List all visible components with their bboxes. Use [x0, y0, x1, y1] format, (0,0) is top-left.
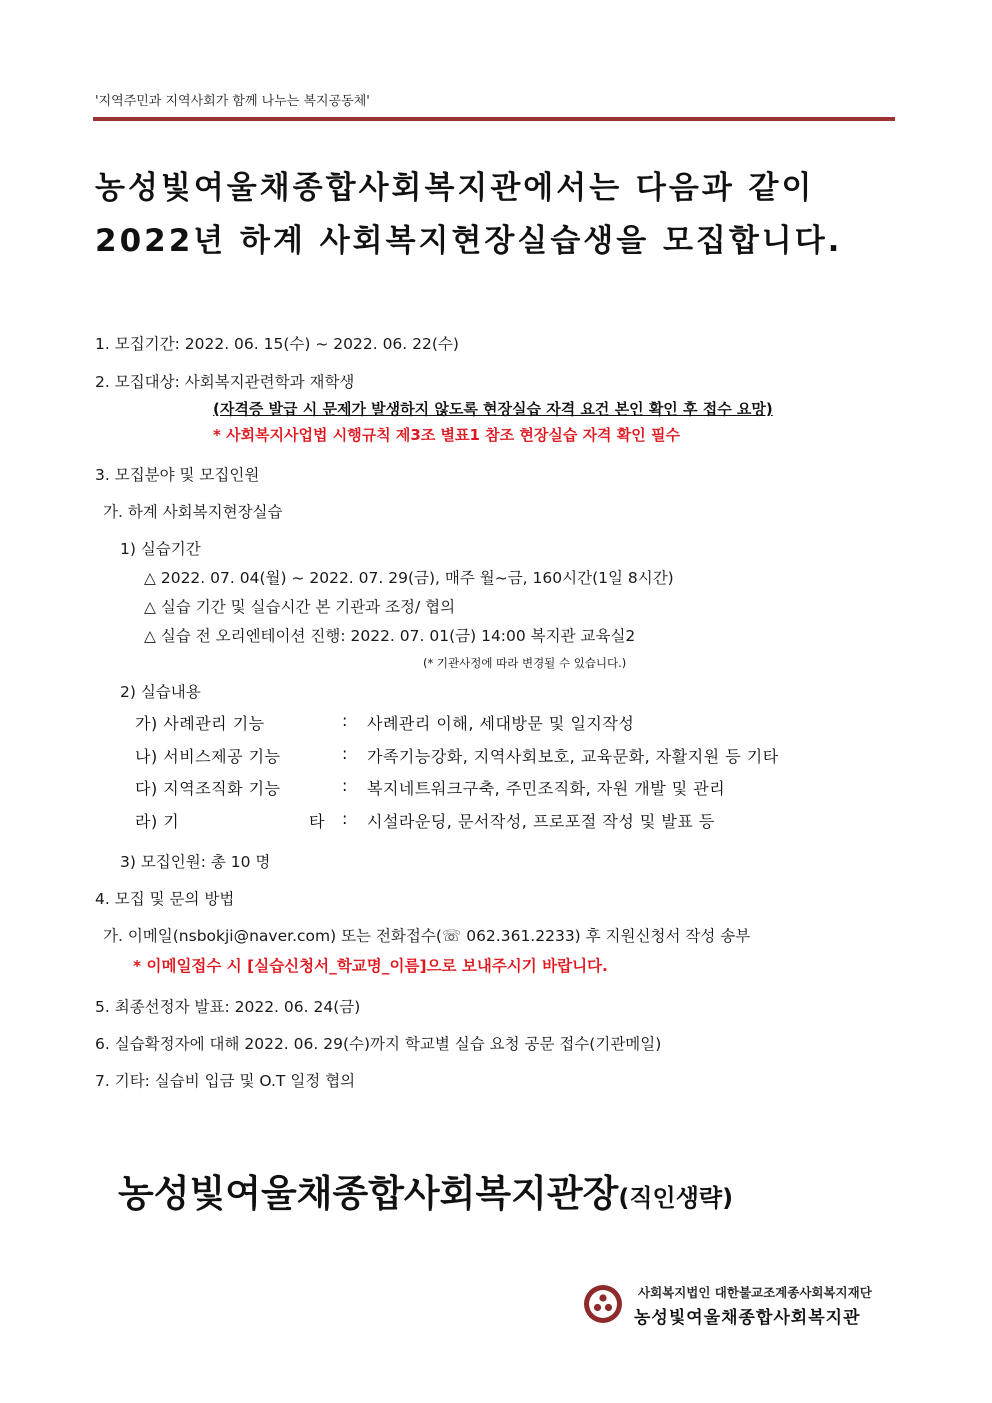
orientation-note: (* 기관사정에 따라 변경될 수 있습니다.) [423, 656, 627, 670]
apply-method-heading: 4. 모집 및 문의 방법 [95, 890, 235, 908]
three-dots-circle-logo-icon [583, 1284, 623, 1324]
seal-omitted: (직인생략) [618, 1184, 734, 1212]
content-row-desc: 시설라운딩, 문서작성, 프로포절 작성 및 발표 등 [367, 812, 715, 831]
email-format-warning: * 이메일접수 시 [실습신청서_학교명_이름]으로 보내주시기 바랍니다. [133, 957, 608, 975]
slogan: '지역주민과 지역사회가 함께 나누는 복지공동체' [95, 94, 370, 109]
content-row-label: 다) 지역조직화 기능 [135, 779, 281, 798]
content-row-label: 라) 기 [135, 812, 180, 831]
orientation-info: △ 실습 전 오리엔테이션 진행: 2022. 07. 01(금) 14:00 복지관 교육실2 [144, 627, 636, 645]
parent-organization: 사회복지법인 대한불교조계종사회복지재단 [638, 1285, 872, 1300]
content-row-label: 가) 사례관리 기능 [135, 714, 265, 733]
recruit-field-heading: 3. 모집분야 및 모집인원 [95, 466, 260, 484]
confirmed-students-notice: 6. 실습확정자에 대해 2022. 06. 29(수)까지 학교별 실습 요청 공문 접수(기관메일) [95, 1035, 662, 1053]
recruit-count: 3) 모집인원: 총 10 명 [120, 853, 271, 871]
content-row-label-tail: 타 [309, 812, 325, 831]
content-row-desc: 복지네트워크구축, 주민조직화, 자원 개발 및 관리 [367, 779, 726, 798]
practice-content-heading: 2) 실습내용 [120, 683, 201, 701]
director-title: 농성빛여울채종합사회복지관장 [118, 1172, 619, 1215]
practice-period-adjust: △ 실습 기간 및 실습시간 본 기관과 조정/ 협의 [144, 598, 456, 616]
recruit-period: 1. 모집기간: 2022. 06. 15(수) ~ 2022. 06. 22(수) [95, 335, 459, 353]
content-row-colon: : [342, 744, 348, 763]
recruit-target: 2. 모집대상: 사회복지관련학과 재학생 [95, 373, 355, 391]
content-row-desc: 사례관리 이해, 세대방문 및 일지작성 [367, 714, 635, 733]
qualification-warning: * 사회복지사업법 시행규칙 제3조 별표1 참조 현장실습 자격 확인 필수 [213, 426, 680, 444]
final-announcement: 5. 최종선정자 발표: 2022. 06. 24(금) [95, 998, 361, 1016]
content-row-colon: : [342, 711, 348, 730]
practice-period-heading: 1) 실습기간 [120, 540, 201, 558]
content-row-colon: : [342, 809, 348, 828]
content-row-label: 나) 서비스제공 기능 [135, 747, 281, 766]
apply-method-detail: 가. 이메일(nsbokji@naver.com) 또는 전화접수(☏ 062.361.2233) 후 지원신청서 작성 송부 [103, 927, 751, 945]
practice-period-dates: △ 2022. 07. 04(월) ~ 2022. 07. 29(금), 매주 월~금, 160시간(1일 8시간) [144, 569, 674, 587]
content-row-colon: : [342, 776, 348, 795]
page-title-line-1: 농성빛여울채종합사회복지관에서는 다음과 같이 [95, 170, 815, 206]
summer-practice-heading: 가. 하계 사회복지현장실습 [103, 503, 283, 521]
content-row-desc: 가족기능강화, 지역사회보호, 교육문화, 자활지원 등 기타 [367, 747, 779, 766]
header-divider [93, 117, 895, 121]
qualification-note: (자격증 발급 시 문제가 발생하지 않도록 현장실습 자격 요건 본인 확인 후 접수 요망) [213, 400, 773, 418]
other-notice: 7. 기타: 실습비 입금 및 O.T 일정 협의 [95, 1072, 356, 1090]
organization-name: 농성빛여울채종합사회복지관 [634, 1308, 861, 1328]
director-signature [118, 1163, 733, 1217]
page-title-line-2: 2022년 하계 사회복지현장실습생을 모집합니다. [95, 223, 843, 259]
